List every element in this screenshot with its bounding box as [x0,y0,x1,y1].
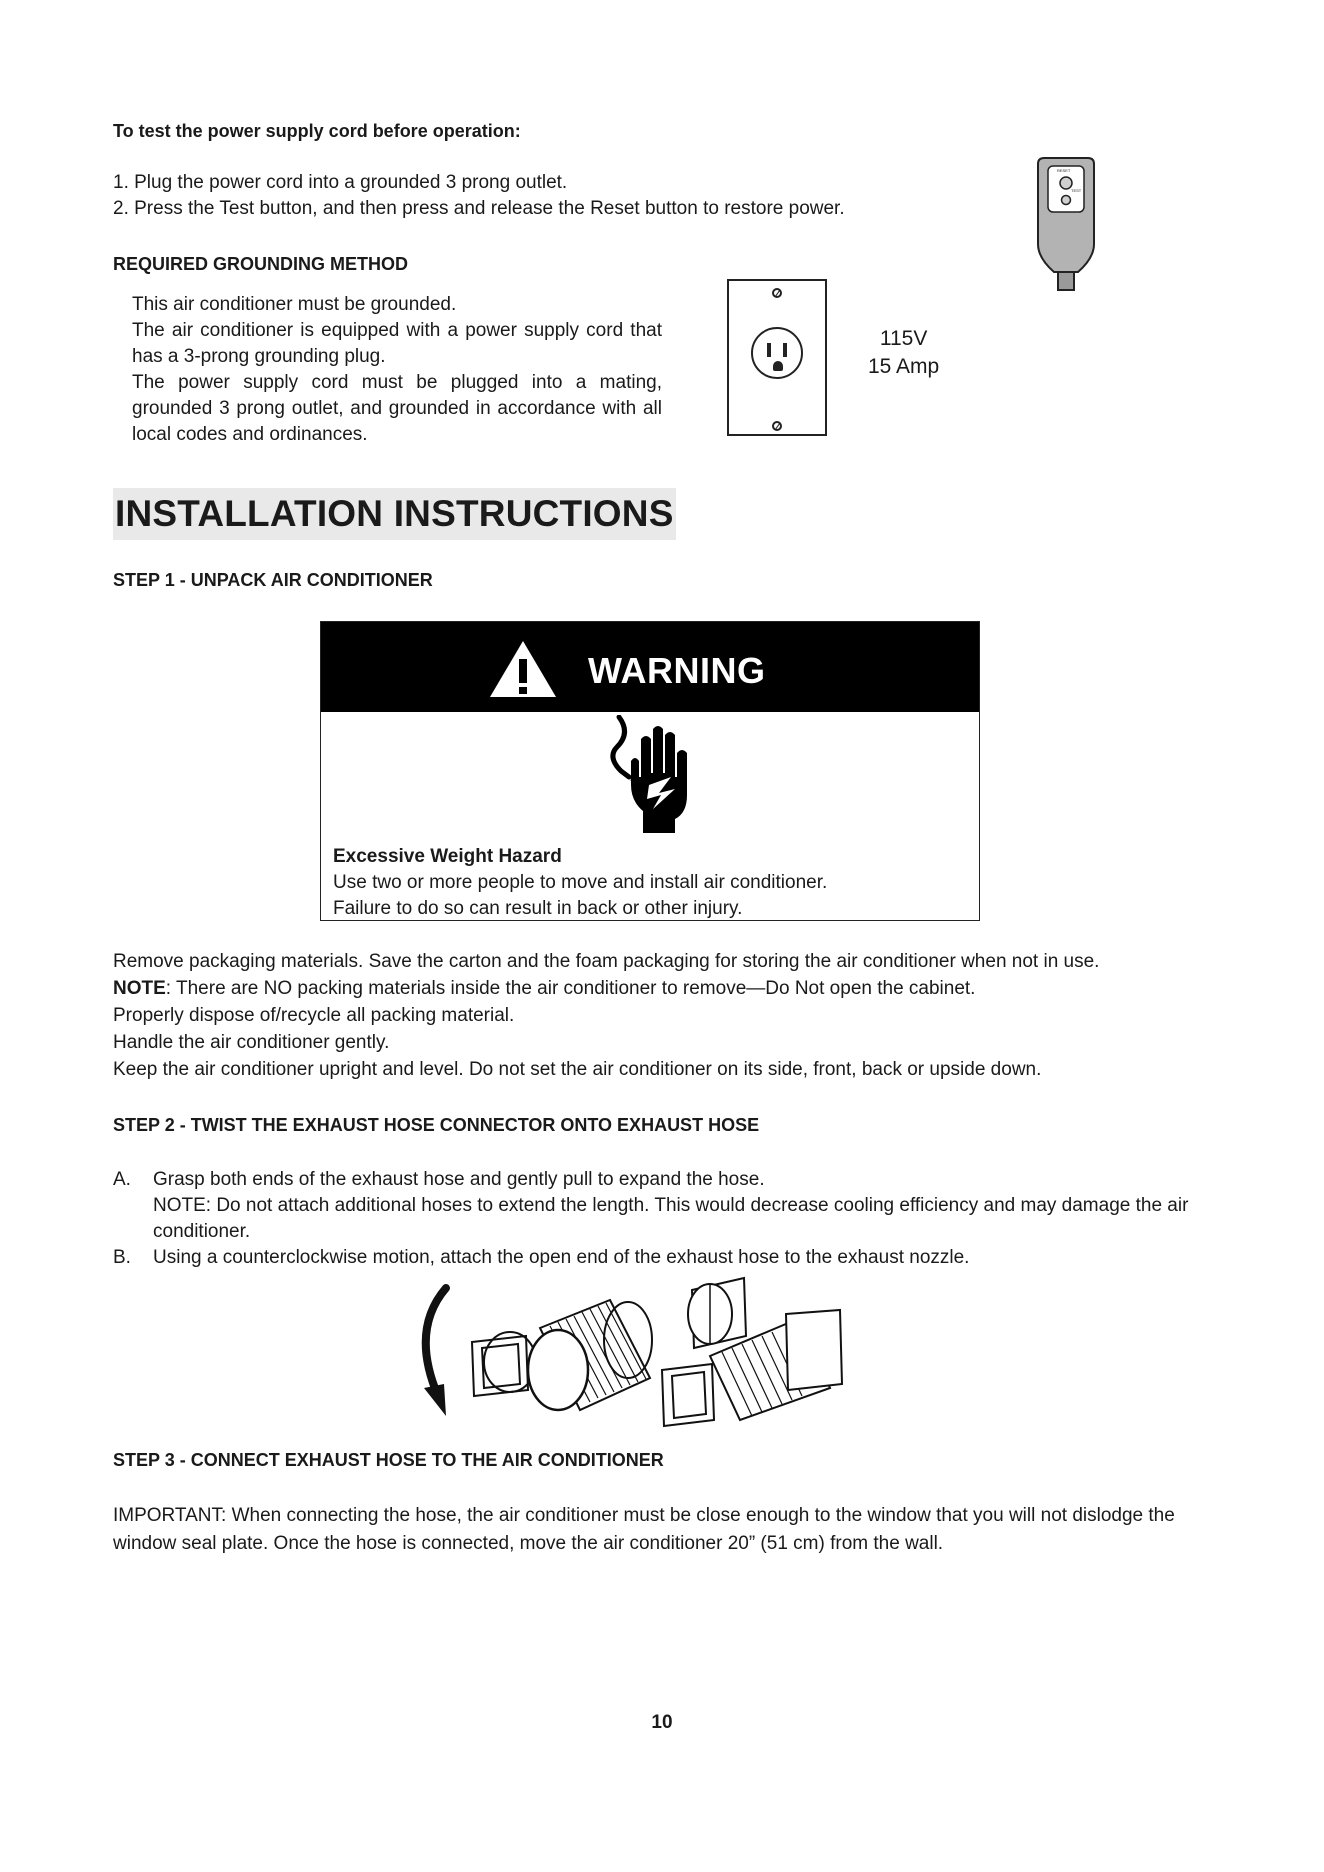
page-number: 10 [651,1712,673,1733]
note-text: There are NO packing materials inside the air conditioner to remove—Do Not open the cabinet. [176,978,976,999]
list-item [113,1167,1223,1245]
warning-box [320,621,980,921]
grounding-line: The air conditioner is equipped with a power supply cord that has a 3-prong grounding plug. [132,320,662,367]
hose-connector-icon [472,1332,536,1396]
exhaust-hose-illustration [410,1270,940,1430]
body-line: Keep the air conditioner upright and level. Do not set the air conditioner on its side, front, back or upside down. [113,1059,1042,1080]
exhaust-nozzle-icon [688,1278,746,1348]
outlet-illustration [727,279,827,436]
note-line: NOTE: There are NO packing materials inside the air conditioner to remove—Do Not open the cabinet. [113,978,976,999]
assembled-hose-icon [662,1310,842,1426]
outlet-voltage: 115V [879,327,928,350]
exhaust-hose-icon [528,1300,652,1410]
screw-icon [772,288,782,298]
warning-text [333,844,827,922]
test-heading: To test the power supply cord before operation: [113,121,521,141]
body-line: Remove packaging materials. Save the carton and the foam packaging for storing the air conditioner when not in use. [113,951,1100,972]
gfci-plug-illustration [1034,156,1098,292]
screw-icon [772,421,782,431]
step2-list [113,1167,1223,1271]
warning-title: WARNING [588,650,766,691]
outlet-spec [868,325,939,381]
list-marker: B. [113,1247,131,1268]
list-item [113,1245,1223,1271]
warning-line: Failure to do so can result in back or other injury. [333,898,743,919]
step3-heading: STEP 3 - CONNECT EXHAUST HOSE TO THE AIR CONDITIONER [113,1450,664,1470]
step1-heading: STEP 1 - UNPACK AIR CONDITIONER [113,570,433,590]
hazard-title: Excessive Weight Hazard [333,846,562,867]
grounding-line: The power supply cord must be plugged into a mating, grounded 3 prong outlet, and grounded in accordance with all local codes and ordinances. [132,372,662,445]
counterclockwise-arrow-icon [426,1288,446,1396]
test-step-1: 1. Plug the power cord into a grounded 3 prong outlet. [113,172,568,193]
warning-header [321,622,979,712]
body-line: Properly dispose of/recycle all packing material. [113,1005,515,1026]
body-line: Handle the air conditioner gently. [113,1032,390,1053]
warning-line: Use two or more people to move and install air conditioner. [333,872,828,893]
page-title: INSTALLATION INSTRUCTIONS [113,488,676,540]
step3-important: IMPORTANT: When connecting the hose, the air conditioner must be close enough to the window that you will not dislodge the window seal plate. Once the hose is connected, move the air conditioner 20” (51 cm) from the wall. [113,1505,1175,1554]
note-label: NOTE [113,978,166,999]
list-marker: A. [113,1169,131,1190]
grounding-text [132,292,662,448]
list-item-note: NOTE: Do not attach additional hoses to extend the length. This would decrease cooling efficiency and may damage the air conditioner. [153,1195,1189,1242]
grounding-heading: REQUIRED GROUNDING METHOD [113,254,409,274]
outlet-receptacle-icon [751,327,803,379]
plug-reset-label: RESET [1057,168,1071,173]
test-button-icon [1062,196,1071,205]
warning-triangle-icon [488,639,558,699]
plug-test-label: TEST [1071,188,1082,193]
step2-heading: STEP 2 - TWIST THE EXHAUST HOSE CONNECTOR ONTO EXHAUST HOSE [113,1115,760,1135]
test-step-2: 2. Press the Test button, and then press and release the Reset button to restore power. [113,198,845,219]
list-item-text: Grasp both ends of the exhaust hose and gently pull to expand the hose. [153,1169,765,1190]
electric-shock-hand-icon [591,715,701,835]
step1-body [113,948,1099,1083]
list-item-text: Using a counterclockwise motion, attach the open end of the exhaust hose to the exhaust nozzle. [153,1247,970,1268]
outlet-amperage: 15 Amp [868,355,940,378]
grounding-line: This air conditioner must be grounded. [132,294,457,315]
